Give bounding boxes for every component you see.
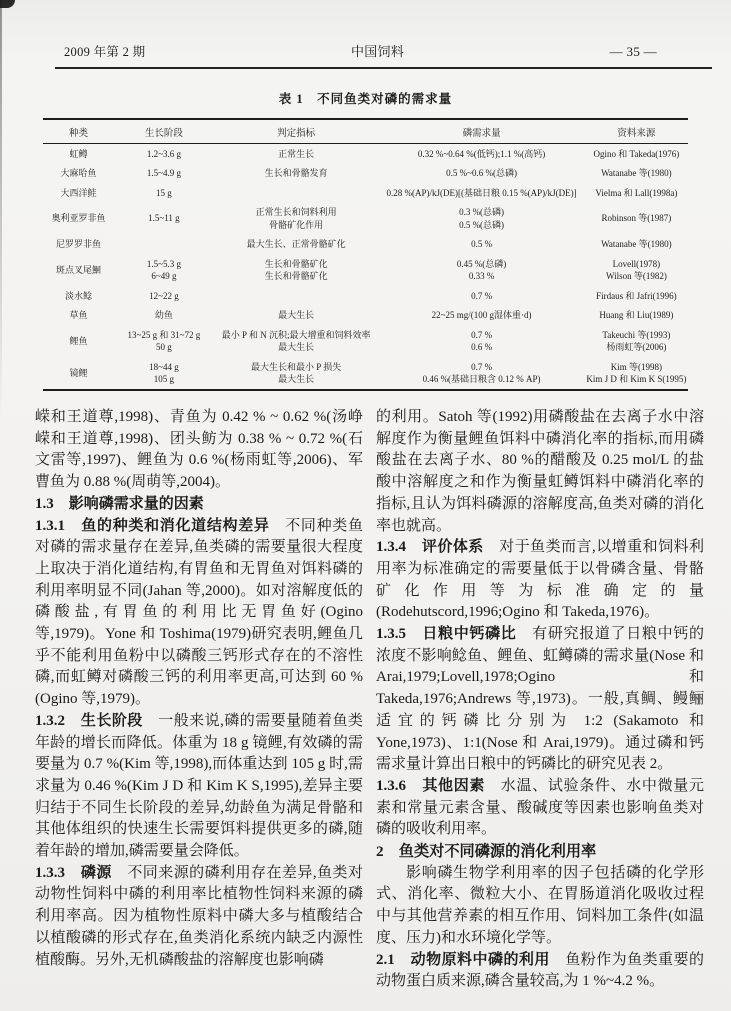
cell-criteria [214, 286, 378, 306]
cell-criteria [214, 183, 378, 203]
subsection-paragraph: 1.3.4 评价体系 对于鱼类而言,以增重和饲料利用率为标准确定的需要量低于以骨磷含量、骨骼矿化作用等为标准确定的量(Rodehutscord,1996;Ogino 和 Takeda,1976)。 [376, 539, 704, 621]
subsection-paragraph: 2.1 动物原料中磷的利用 鱼粉作为鱼类重要的动物蛋白质来源,磷含量较高,为 1 %~4.2 %。 [376, 951, 704, 990]
cell-requirement: 0.3 %(总磷) 0.5 %(总磷) [459, 207, 505, 230]
cell-stage: 幼鱼 [154, 310, 173, 320]
cell-species: 斑点叉尾鮰 [55, 264, 101, 275]
subsection-heading: 1.3.3 磷源 [35, 864, 112, 881]
cell-criteria: 最大生长和最小 P 损失 最大生长 [251, 361, 342, 384]
cell-stage: 1.5~11 g [148, 213, 180, 224]
table-title: 表 1 不同鱼类对磷的需求量 [278, 92, 453, 106]
cell-source: Takeuchi 等(1993) 杨雨虹等(2006) [602, 329, 671, 352]
subsection-paragraph: 1.3.2 生长阶段 一般来说,磷的需要量随着鱼类年龄的增长而降低。体重为 18 g 镜鲤,有效磷的需要量为 0.7 %(Kim 等,1998),而体重达到 105 g 时,需求量为 0.46 %(Kim J D 和 Kim K S,1995),差异主要归结于不同生长阶段的差异,幼龄鱼为满足骨骼和其他体组织的快速生长需要饵料提供更多的磷,随着年龄的增加,磷需要量会降低。 [35, 712, 363, 860]
table-row [43, 164, 688, 184]
cell-criteria: 正常生长和饲料利用 骨骼矿化作用 [255, 207, 337, 230]
table-row [43, 144, 688, 164]
cell-source: Kim 等(1998) Kim J D 和 Kim K S(1995) [586, 361, 687, 384]
cell-stage: 12~22 g [149, 290, 179, 301]
table-header-row [43, 119, 688, 144]
table-row [43, 183, 688, 203]
paragraph: 影响磷生物学利用率的因子包括磷的化学形式、消化率、微粒大小、在胃肠道消化吸收过程中与其他营养素的相互作用、饲料加工条件(如温度、压力)和水环境化学等。 [376, 864, 704, 946]
cell-species: 尼罗罗非鱼 [55, 239, 101, 249]
subsection-heading: 1.3 影响磷需求量的因素 [35, 495, 204, 512]
subsection-heading: 1.3.6 其他因素 [376, 777, 486, 794]
cell-criteria: 最大生长 [278, 310, 315, 320]
right-column [376, 407, 704, 993]
cell-criteria: 正常生长 [278, 148, 315, 159]
journal-title: 中国饲料 [350, 44, 405, 59]
subsection-heading: 1.3.4 评价体系 [376, 539, 484, 556]
column-header: 磷需求量 [378, 119, 584, 144]
cell-criteria: 最大生长、正常骨骼矿化 [246, 239, 346, 249]
subsection-paragraph: 1.3.1 鱼的种类和消化道结构差异 不同种类鱼对磷的需求量存在差异,鱼类磷的需要量很大程度上取决于消化道结构,有胃鱼和无胃鱼对饵料磷的利用率明显不同(Jahan 等,2000)。如对溶解度低的磷酸盐,有胃鱼的利用比无胃鱼好(Ogino 等,1979)。Yone 和 Toshima(1979)研究表明,鲤鱼几乎不能利用鱼粉中以磷酸三钙形式存在的不溶性磷,而虹鳟对磷酸三钙的利用率更高,可达到 60 %(Ogino 等,1979)。 [35, 517, 363, 708]
cell-requirement: 0.5 %~0.6 %(总磷) [446, 168, 517, 178]
cell-stage [114, 235, 214, 255]
cell-source: Watanabe 等(1980) [601, 239, 672, 249]
paragraph-continuation: 嵘和王道尊,1998)、青鱼为 0.42 % ~ 0.62 %(汤峥嵘和王道尊,1998)、团头鲂为 0.38 % ~ 0.72 %(石文雷等,1997)、鲤鱼为 0.6 %(杨雨虹等,2006)、军曹鱼为 0.88 %(周萌等,2004)。 [35, 409, 363, 491]
cell-species: 草鱼 [69, 310, 88, 320]
column-header: 判定指标 [214, 119, 378, 144]
table-row [43, 325, 688, 357]
paragraph-continuation: 的利用。Satoh 等(1992)用磷酸盐在去离子水中溶解度作为衡量鲤鱼饵料中磷消化率的指标,而用磷酸盐在去离子水、80 %的醋酸及 0.25 mol/L 的盐酸中溶解度之和作为衡量虹鳟饵料中磷消化率的指标,且认为饵料磷源的溶解度高,鱼类对磷的消化率也就高。 [376, 409, 704, 534]
cell-species: 镜鲤 [69, 367, 88, 378]
section-heading: 2 鱼类对不同磷源的消化利用率 [376, 843, 597, 861]
cell-source: Ogino 和 Takeda(1976) [593, 148, 680, 159]
cell-source: Vielma 和 Lall(1998a) [595, 187, 678, 198]
cell-requirement: 0.32 %~0.64 %(低钙);1.1 %(高钙) [417, 148, 546, 159]
table-row [43, 306, 688, 326]
cell-requirement: 0.28 %(AP)/kJ(DE)[(基础日粮 0.15 %(AP)/kJ(DE)] [386, 187, 577, 198]
cell-requirement: 0.7 % 0.46 %(基础日粮含 0.12 % AP) [422, 361, 541, 384]
subsection-paragraph: 1.3.5 日粮中钙磷比 有研究报道了日粮中钙的浓度不影响鲶鱼、鲤鱼、虹鳟磷的需求量(Nose 和 Arai,1979;Lovell,1978;Ogino 和 Takeda,1976;Andrews 等,1973)。一般,真鲷、鳗鲡适宜的钙磷比分别为 1:2 (Sakamoto 和 Yone,1973)、1:1(Nose 和 Arai,1979)。通过磷和钙需求量计算出日粮中的钙磷比的研究见表 2。 [376, 626, 704, 773]
page-header [0, 0, 731, 60]
cell-stage: 1.5~4.9 g [146, 168, 181, 178]
page-number: — 35 — [609, 44, 657, 59]
subsection-heading: 1.3.2 生长阶段 [35, 712, 143, 729]
cell-species: 大西洋鲑 [60, 187, 97, 198]
cell-source: Huang 和 Liu(1989) [599, 310, 674, 320]
cell-species: 鲤鱼 [69, 335, 88, 346]
table-row [43, 254, 688, 286]
cell-source: Robinson 等(1987) [601, 213, 672, 224]
cell-source: Watanabe 等(1980) [601, 168, 672, 178]
cell-stage: 1.2~3.6 g [146, 148, 181, 159]
left-column [35, 407, 363, 993]
column-header: 种类 [43, 119, 114, 144]
cell-requirement: 0.7 % 0.6 % [471, 329, 493, 352]
cell-criteria: 生长和骨骼矿化 生长和骨骼矿化 [264, 258, 328, 281]
cell-species: 大麻哈鱼 [60, 168, 97, 178]
column-header: 资料来源 [585, 119, 688, 144]
cell-criteria: 最小 P 和 N 沉积;最大增重和饲料效率 最大生长 [221, 329, 371, 352]
subsection-heading: 1.3.1 鱼的种类和消化道结构差异 [35, 517, 270, 534]
cell-stage: 18~44 g 105 g [149, 361, 179, 384]
subsection-heading: 1.3.5 日粮中钙磷比 [376, 626, 517, 643]
table-row [43, 357, 688, 390]
table-row [43, 203, 688, 235]
subsection-heading: 2.1 动物原料中磷的利用 [376, 951, 550, 968]
cell-source: Lovell(1978) Wilson 等(1982) [605, 258, 667, 281]
phosphorus-requirement-table [43, 118, 688, 391]
cell-requirement: 0.7 % [471, 290, 493, 301]
column-header: 生长阶段 [114, 119, 214, 144]
cell-requirement: 0.5 % [471, 239, 493, 249]
cell-stage: 1.5~5.3 g 6~49 g [146, 258, 181, 281]
issue-label: 2009 年第 2 期 [64, 45, 146, 59]
table-row [43, 235, 688, 255]
cell-species: 奥利亚罗非鱼 [51, 213, 106, 224]
cell-source: Firdaus 和 Jafri(1996) [596, 290, 677, 301]
table-header [43, 119, 688, 144]
cell-requirement: 22~25 mg/(100 g湿体重·d) [431, 310, 532, 320]
table-body [43, 144, 688, 391]
scan-artifact-left-edge [0, 0, 2, 420]
subsection-paragraph: 1.3.6 其他因素 水温、试验条件、水中微量元素和常量元素含量、酸碱度等因素也影响鱼类对磷的吸收利用率。 [376, 777, 704, 838]
header-rule [55, 67, 712, 69]
cell-stage: 15 g [156, 187, 172, 198]
cell-criteria: 生长和骨骼发育 [264, 168, 328, 178]
cell-stage: 13~25 g 和 31~72 g 50 g [127, 329, 201, 352]
table-row [43, 286, 688, 306]
cell-species: 淡水鲶 [64, 290, 92, 301]
cell-species: 虹鳟 [69, 148, 88, 159]
cell-requirement: 0.45 %(总磷) 0.33 % [456, 258, 507, 281]
subsection-paragraph: 1.3.3 磷源 不同来源的磷利用存在差异,鱼类对动物性饲料中磷的利用率比植物性饲料来源的磷利用率高。因为植物性原料中磷大多与植酸结合以植酸磷的形式存在,鱼类消化系统内缺乏内源性植酸酶。另外,无机磷酸盐的溶解度也影响磷 [35, 864, 363, 968]
article-body [0, 391, 731, 993]
